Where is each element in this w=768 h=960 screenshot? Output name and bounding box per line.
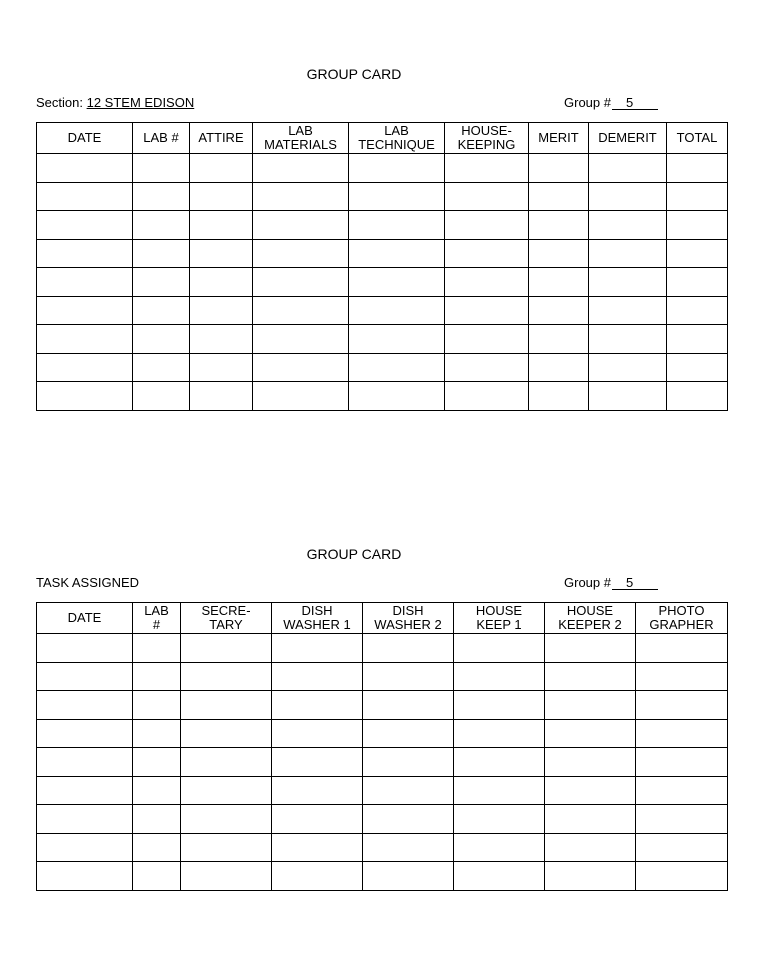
table-cell[interactable] <box>272 719 363 748</box>
table-cell[interactable] <box>363 776 454 805</box>
table-row <box>37 662 728 691</box>
table-cell[interactable] <box>190 239 253 268</box>
table-cell[interactable] <box>667 325 728 354</box>
table-cell[interactable] <box>272 662 363 691</box>
table-cell[interactable] <box>181 833 272 862</box>
table-row <box>37 154 728 183</box>
table-cell[interactable] <box>636 833 728 862</box>
table-cell[interactable] <box>37 182 133 211</box>
table-row <box>37 182 728 211</box>
table-cell[interactable] <box>37 719 133 748</box>
group-label: Group # <box>564 95 611 110</box>
table-cell[interactable] <box>529 382 589 411</box>
table-cell[interactable] <box>363 691 454 720</box>
table-cell[interactable] <box>445 296 529 325</box>
table-row <box>37 325 728 354</box>
table-cell[interactable] <box>589 154 667 183</box>
table-cell[interactable] <box>545 862 636 891</box>
col-header-secretary: SECRE- TARY <box>181 603 272 634</box>
table-cell[interactable] <box>181 862 272 891</box>
table-cell[interactable] <box>133 268 190 297</box>
table-cell[interactable] <box>133 776 181 805</box>
group-number-value: 5 <box>612 96 658 110</box>
table-cell[interactable] <box>545 691 636 720</box>
card-title: GROUP CARD <box>306 546 402 562</box>
table-cell[interactable] <box>181 805 272 834</box>
table-cell[interactable] <box>190 182 253 211</box>
table-cell[interactable] <box>349 154 445 183</box>
table-cell[interactable] <box>445 268 529 297</box>
table-cell[interactable] <box>529 268 589 297</box>
table-cell[interactable] <box>349 382 445 411</box>
table-cell[interactable] <box>181 719 272 748</box>
table-cell[interactable] <box>363 862 454 891</box>
table-cell[interactable] <box>667 296 728 325</box>
table-cell[interactable] <box>37 268 133 297</box>
table-cell[interactable] <box>253 211 349 240</box>
table-cell[interactable] <box>349 296 445 325</box>
table-row <box>37 211 728 240</box>
col-header-lab-technique: LAB TECHNIQUE <box>349 123 445 154</box>
table-cell[interactable] <box>545 748 636 777</box>
table-cell[interactable] <box>37 691 133 720</box>
table-cell[interactable] <box>349 182 445 211</box>
col-header-lab-number: LAB # <box>133 603 181 634</box>
group-label: Group # <box>564 575 611 590</box>
table-cell[interactable] <box>445 382 529 411</box>
table-cell[interactable] <box>190 154 253 183</box>
table-cell[interactable] <box>667 211 728 240</box>
table-cell[interactable] <box>667 382 728 411</box>
table-cell[interactable] <box>636 776 728 805</box>
col-header-merit: MERIT <box>529 123 589 154</box>
table-cell[interactable] <box>445 154 529 183</box>
table-row <box>37 239 728 268</box>
table-cell[interactable] <box>636 719 728 748</box>
table-cell[interactable] <box>589 296 667 325</box>
table-cell[interactable] <box>529 353 589 382</box>
table-cell[interactable] <box>272 634 363 663</box>
table-row <box>37 833 728 862</box>
table-row <box>37 805 728 834</box>
table-cell[interactable] <box>667 268 728 297</box>
table-cell[interactable] <box>181 634 272 663</box>
table-cell[interactable] <box>133 719 181 748</box>
table-cell[interactable] <box>190 268 253 297</box>
table-cell[interactable] <box>37 776 133 805</box>
table-cell[interactable] <box>349 353 445 382</box>
table-cell[interactable] <box>529 239 589 268</box>
table-cell[interactable] <box>589 382 667 411</box>
task-assigned-label: TASK ASSIGNED <box>36 575 140 590</box>
table-row <box>37 382 728 411</box>
table-cell[interactable] <box>636 862 728 891</box>
table-cell[interactable] <box>37 211 133 240</box>
table-cell[interactable] <box>253 382 349 411</box>
table-cell[interactable] <box>37 662 133 691</box>
table-cell[interactable] <box>272 833 363 862</box>
table-cell[interactable] <box>272 748 363 777</box>
col-header-date: DATE <box>37 123 133 154</box>
col-header-attire: ATTIRE <box>190 123 253 154</box>
table-cell[interactable] <box>545 634 636 663</box>
table-cell[interactable] <box>454 776 545 805</box>
col-header-house-keeper-2: HOUSE KEEPER 2 <box>545 603 636 634</box>
table-cell[interactable] <box>363 833 454 862</box>
col-header-dish-washer-1: DISH WASHER 1 <box>272 603 363 634</box>
table-cell[interactable] <box>529 325 589 354</box>
table-cell[interactable] <box>190 353 253 382</box>
table-cell[interactable] <box>133 862 181 891</box>
table-row <box>37 691 728 720</box>
col-header-dish-washer-2: DISH WASHER 2 <box>363 603 454 634</box>
col-header-lab-materials: LAB MATERIALS <box>253 123 349 154</box>
table-cell[interactable] <box>349 268 445 297</box>
col-header-lab-number: LAB # <box>133 123 190 154</box>
table-cell[interactable] <box>589 325 667 354</box>
table-cell[interactable] <box>133 634 181 663</box>
table-cell[interactable] <box>253 296 349 325</box>
table-cell[interactable] <box>133 296 190 325</box>
table-cell[interactable] <box>667 154 728 183</box>
table-cell[interactable] <box>37 353 133 382</box>
table-cell[interactable] <box>272 691 363 720</box>
table-header-row <box>37 603 728 634</box>
table-cell[interactable] <box>37 325 133 354</box>
table-cell[interactable] <box>445 182 529 211</box>
table-cell[interactable] <box>454 719 545 748</box>
table-row <box>37 862 728 891</box>
table-cell[interactable] <box>363 662 454 691</box>
table-cell[interactable] <box>253 239 349 268</box>
table-cell[interactable] <box>454 634 545 663</box>
table-cell[interactable] <box>272 805 363 834</box>
table-cell[interactable] <box>349 239 445 268</box>
table-cell[interactable] <box>133 382 190 411</box>
table-cell[interactable] <box>445 325 529 354</box>
table-cell[interactable] <box>636 748 728 777</box>
card-meta <box>36 94 727 111</box>
section-label: Section: <box>36 95 87 110</box>
table-cell[interactable] <box>363 748 454 777</box>
table-cell[interactable] <box>133 353 190 382</box>
table-row <box>37 353 728 382</box>
table-cell[interactable] <box>636 805 728 834</box>
group-number-field <box>564 574 658 591</box>
section-field <box>36 94 194 111</box>
col-header-house-keep-1: HOUSE KEEP 1 <box>454 603 545 634</box>
table-cell[interactable] <box>253 154 349 183</box>
table-cell[interactable] <box>133 662 181 691</box>
table-cell[interactable] <box>454 833 545 862</box>
table-cell[interactable] <box>253 182 349 211</box>
table-row <box>37 748 728 777</box>
table-cell[interactable] <box>272 862 363 891</box>
table-cell[interactable] <box>37 382 133 411</box>
table-cell[interactable] <box>454 805 545 834</box>
table-cell[interactable] <box>454 862 545 891</box>
table-cell[interactable] <box>37 862 133 891</box>
table-cell[interactable] <box>589 268 667 297</box>
table-cell[interactable] <box>589 239 667 268</box>
table-cell[interactable] <box>454 748 545 777</box>
table-cell[interactable] <box>37 296 133 325</box>
table-cell[interactable] <box>181 691 272 720</box>
table-cell[interactable] <box>589 353 667 382</box>
table-cell[interactable] <box>133 748 181 777</box>
table-cell[interactable] <box>37 748 133 777</box>
table-cell[interactable] <box>37 634 133 663</box>
group-number-field <box>564 94 658 111</box>
group-number-value: 5 <box>612 576 658 590</box>
table-cell[interactable] <box>589 211 667 240</box>
table-cell[interactable] <box>133 239 190 268</box>
table-cell[interactable] <box>636 662 728 691</box>
table-cell[interactable] <box>363 805 454 834</box>
table-cell[interactable] <box>667 182 728 211</box>
table-row <box>37 268 728 297</box>
table-cell[interactable] <box>445 353 529 382</box>
table-cell[interactable] <box>253 325 349 354</box>
table-cell[interactable] <box>545 833 636 862</box>
table-cell[interactable] <box>529 182 589 211</box>
table-cell[interactable] <box>190 382 253 411</box>
table-cell[interactable] <box>445 239 529 268</box>
table-cell[interactable] <box>133 325 190 354</box>
table-cell[interactable] <box>253 268 349 297</box>
table-cell[interactable] <box>181 662 272 691</box>
table-cell[interactable] <box>636 691 728 720</box>
table-cell[interactable] <box>37 805 133 834</box>
table-cell[interactable] <box>349 211 445 240</box>
table-cell[interactable] <box>667 353 728 382</box>
table-cell[interactable] <box>133 182 190 211</box>
table-cell[interactable] <box>133 691 181 720</box>
table-cell[interactable] <box>529 296 589 325</box>
section-value: 12 STEM EDISON <box>86 95 195 110</box>
table-row <box>37 719 728 748</box>
table-row <box>37 776 728 805</box>
card-meta <box>36 574 727 591</box>
table-cell[interactable] <box>589 182 667 211</box>
col-header-photographer: PHOTO GRAPHER <box>636 603 728 634</box>
table-cell[interactable] <box>37 239 133 268</box>
table-cell[interactable] <box>133 154 190 183</box>
table-row <box>37 634 728 663</box>
table-cell[interactable] <box>363 719 454 748</box>
table-cell[interactable] <box>133 805 181 834</box>
tasks-table <box>36 602 728 891</box>
table-cell[interactable] <box>545 805 636 834</box>
col-header-total: TOTAL <box>667 123 728 154</box>
table-cell[interactable] <box>454 691 545 720</box>
table-cell[interactable] <box>181 748 272 777</box>
table-cell[interactable] <box>667 239 728 268</box>
table-cell[interactable] <box>545 776 636 805</box>
table-cell[interactable] <box>445 211 529 240</box>
table-cell[interactable] <box>190 296 253 325</box>
table-cell[interactable] <box>529 211 589 240</box>
table-cell[interactable] <box>37 833 133 862</box>
table-cell[interactable] <box>454 662 545 691</box>
table-cell[interactable] <box>37 154 133 183</box>
table-cell[interactable] <box>190 211 253 240</box>
table-cell[interactable] <box>190 325 253 354</box>
table-cell[interactable] <box>181 776 272 805</box>
col-header-demerit: DEMERIT <box>589 123 667 154</box>
table-row <box>37 296 728 325</box>
col-header-date: DATE <box>37 603 133 634</box>
scores-table <box>36 122 728 411</box>
table-cell[interactable] <box>133 211 190 240</box>
table-cell[interactable] <box>545 719 636 748</box>
table-cell[interactable] <box>529 154 589 183</box>
table-cell[interactable] <box>636 634 728 663</box>
card-title: GROUP CARD <box>306 66 402 82</box>
table-cell[interactable] <box>133 833 181 862</box>
table-header-row <box>37 123 728 154</box>
table-cell[interactable] <box>253 353 349 382</box>
col-header-housekeeping: HOUSE- KEEPING <box>445 123 529 154</box>
table-cell[interactable] <box>272 776 363 805</box>
table-cell[interactable] <box>349 325 445 354</box>
table-cell[interactable] <box>363 634 454 663</box>
table-cell[interactable] <box>545 662 636 691</box>
